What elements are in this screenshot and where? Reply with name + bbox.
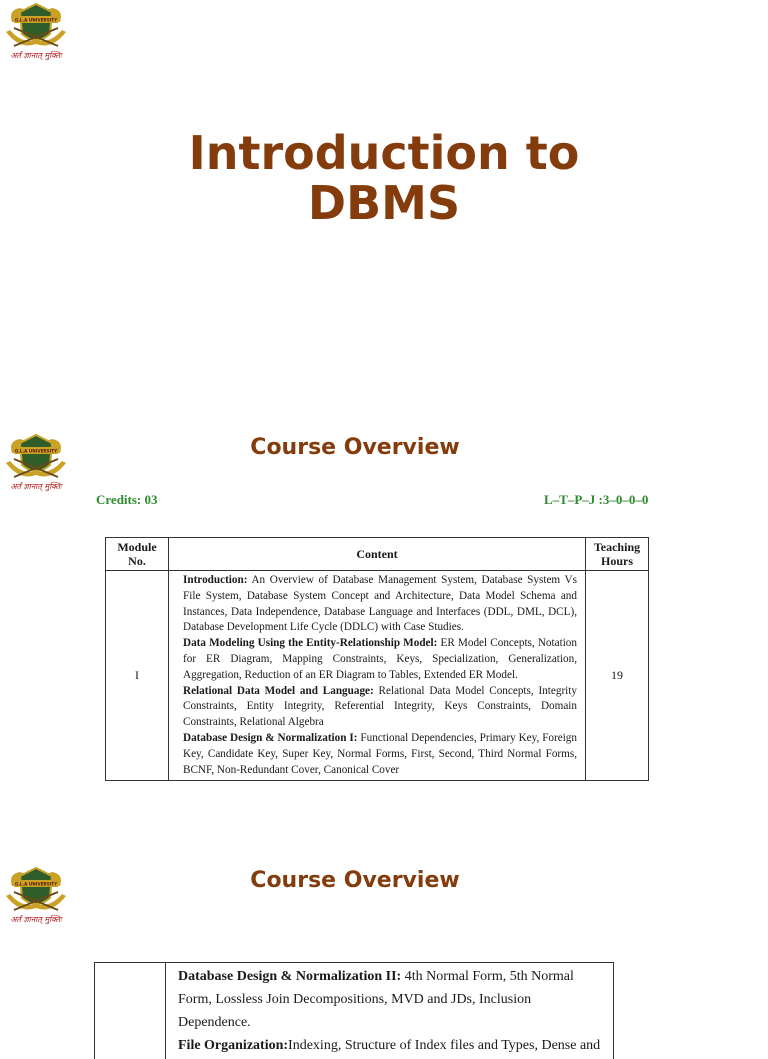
svg-text:G.L.A UNIVERSITY: G.L.A UNIVERSITY xyxy=(15,449,58,454)
topic-normalization-1 xyxy=(183,731,577,778)
header-module: Module No. xyxy=(106,538,169,571)
topic-relational-model xyxy=(183,684,577,731)
header-hours: Teaching Hours xyxy=(586,538,649,571)
topic-text: Functional Dependencies, Primary Key, Foreign Key, Candidate Key, Super Key, Normal Forms, First, Second, Third Normal Forms, BCNF, Non-Redundant Cover, Canonical Cover xyxy=(183,732,577,776)
svg-text:अर्तं ज्ञानात् मुक्तिः: अर्तं ज्ञानात् मुक्तिः xyxy=(10,914,63,925)
slide-course-overview-1 xyxy=(0,423,768,833)
slide-title xyxy=(0,0,768,400)
teaching-hours: 19 xyxy=(586,571,649,781)
title-line-1: Introduction to xyxy=(0,128,768,178)
topic-text: 4th Normal Form, 5th Normal Form, Lossless Join Decompositions, MVD and JDs, Inclusion Dependence. xyxy=(178,969,574,1030)
svg-text:अर्तं ज्ञानात् मुक्तिः: अर्तं ज्ञानात् मुक्तिः xyxy=(10,50,63,61)
title-line-2: DBMS xyxy=(0,178,768,228)
topic-title: File Organization: xyxy=(178,1038,288,1053)
module-content xyxy=(169,571,586,781)
module-content xyxy=(166,963,614,1059)
credits-label: Credits: 03 xyxy=(96,492,158,508)
university-logo xyxy=(0,0,72,62)
svg-text:G.L.A UNIVERSITY: G.L.A UNIVERSITY xyxy=(15,18,58,23)
topic-text: Relational Data Model Concepts, Integrity Constraints, Entity Integrity, Referential Integrity, Keys Constraints, Domain Constraints, Relational Algebra xyxy=(183,685,577,729)
course-table xyxy=(105,537,649,781)
table-row xyxy=(106,571,649,781)
topic-title: Database Design & Normalization II: xyxy=(178,969,401,984)
topic-title: Relational Data Model and Language: xyxy=(183,685,374,697)
topic-title: Database Design & Normalization I: xyxy=(183,732,357,744)
course-table-continued xyxy=(94,962,614,1059)
ltpj-label: L–T–P–J :3–0–0–0 xyxy=(544,492,648,508)
svg-text:अर्तं ज्ञानात् मुक्तिः: अर्तं ज्ञानात् मुक्तिः xyxy=(10,481,63,492)
topic-text: An Overview of Database Management System, Database System Vs File System, Database System Concept and Architecture, Data Model Schema and Instances, Data Independence, Database Language and Interfaces (DDL, DML, DCL), Database Development Life Cycle (DDLC) with Case Studies. xyxy=(183,574,577,633)
svg-text:G.L.A UNIVERSITY: G.L.A UNIVERSITY xyxy=(15,882,58,887)
university-crest-icon xyxy=(0,0,72,62)
topic-text: ER Model Concepts, Notation for ER Diagram, Mapping Constraints, Keys, Specialization, Generalization, Aggregation, Reduction of an ER Diagram to Tables, Extended ER Model. xyxy=(183,637,577,681)
section-heading: Course Overview xyxy=(0,435,710,460)
header-content: Content xyxy=(169,538,586,571)
table-header-row xyxy=(106,538,649,571)
module-number: I xyxy=(106,571,169,781)
topic-text: Indexing, Structure of Index files and Types, Dense and xyxy=(288,1038,600,1053)
presentation-title xyxy=(0,128,768,228)
topic-er-model xyxy=(183,636,577,683)
section-heading: Course Overview xyxy=(0,868,710,893)
table-row xyxy=(95,963,614,1059)
module-number-cell xyxy=(95,963,166,1059)
topic-title: Data Modeling Using the Entity-Relationship Model: xyxy=(183,637,437,649)
topic-introduction xyxy=(183,573,577,636)
topic-title: Introduction: xyxy=(183,574,247,586)
topic-file-organization xyxy=(178,1034,605,1057)
